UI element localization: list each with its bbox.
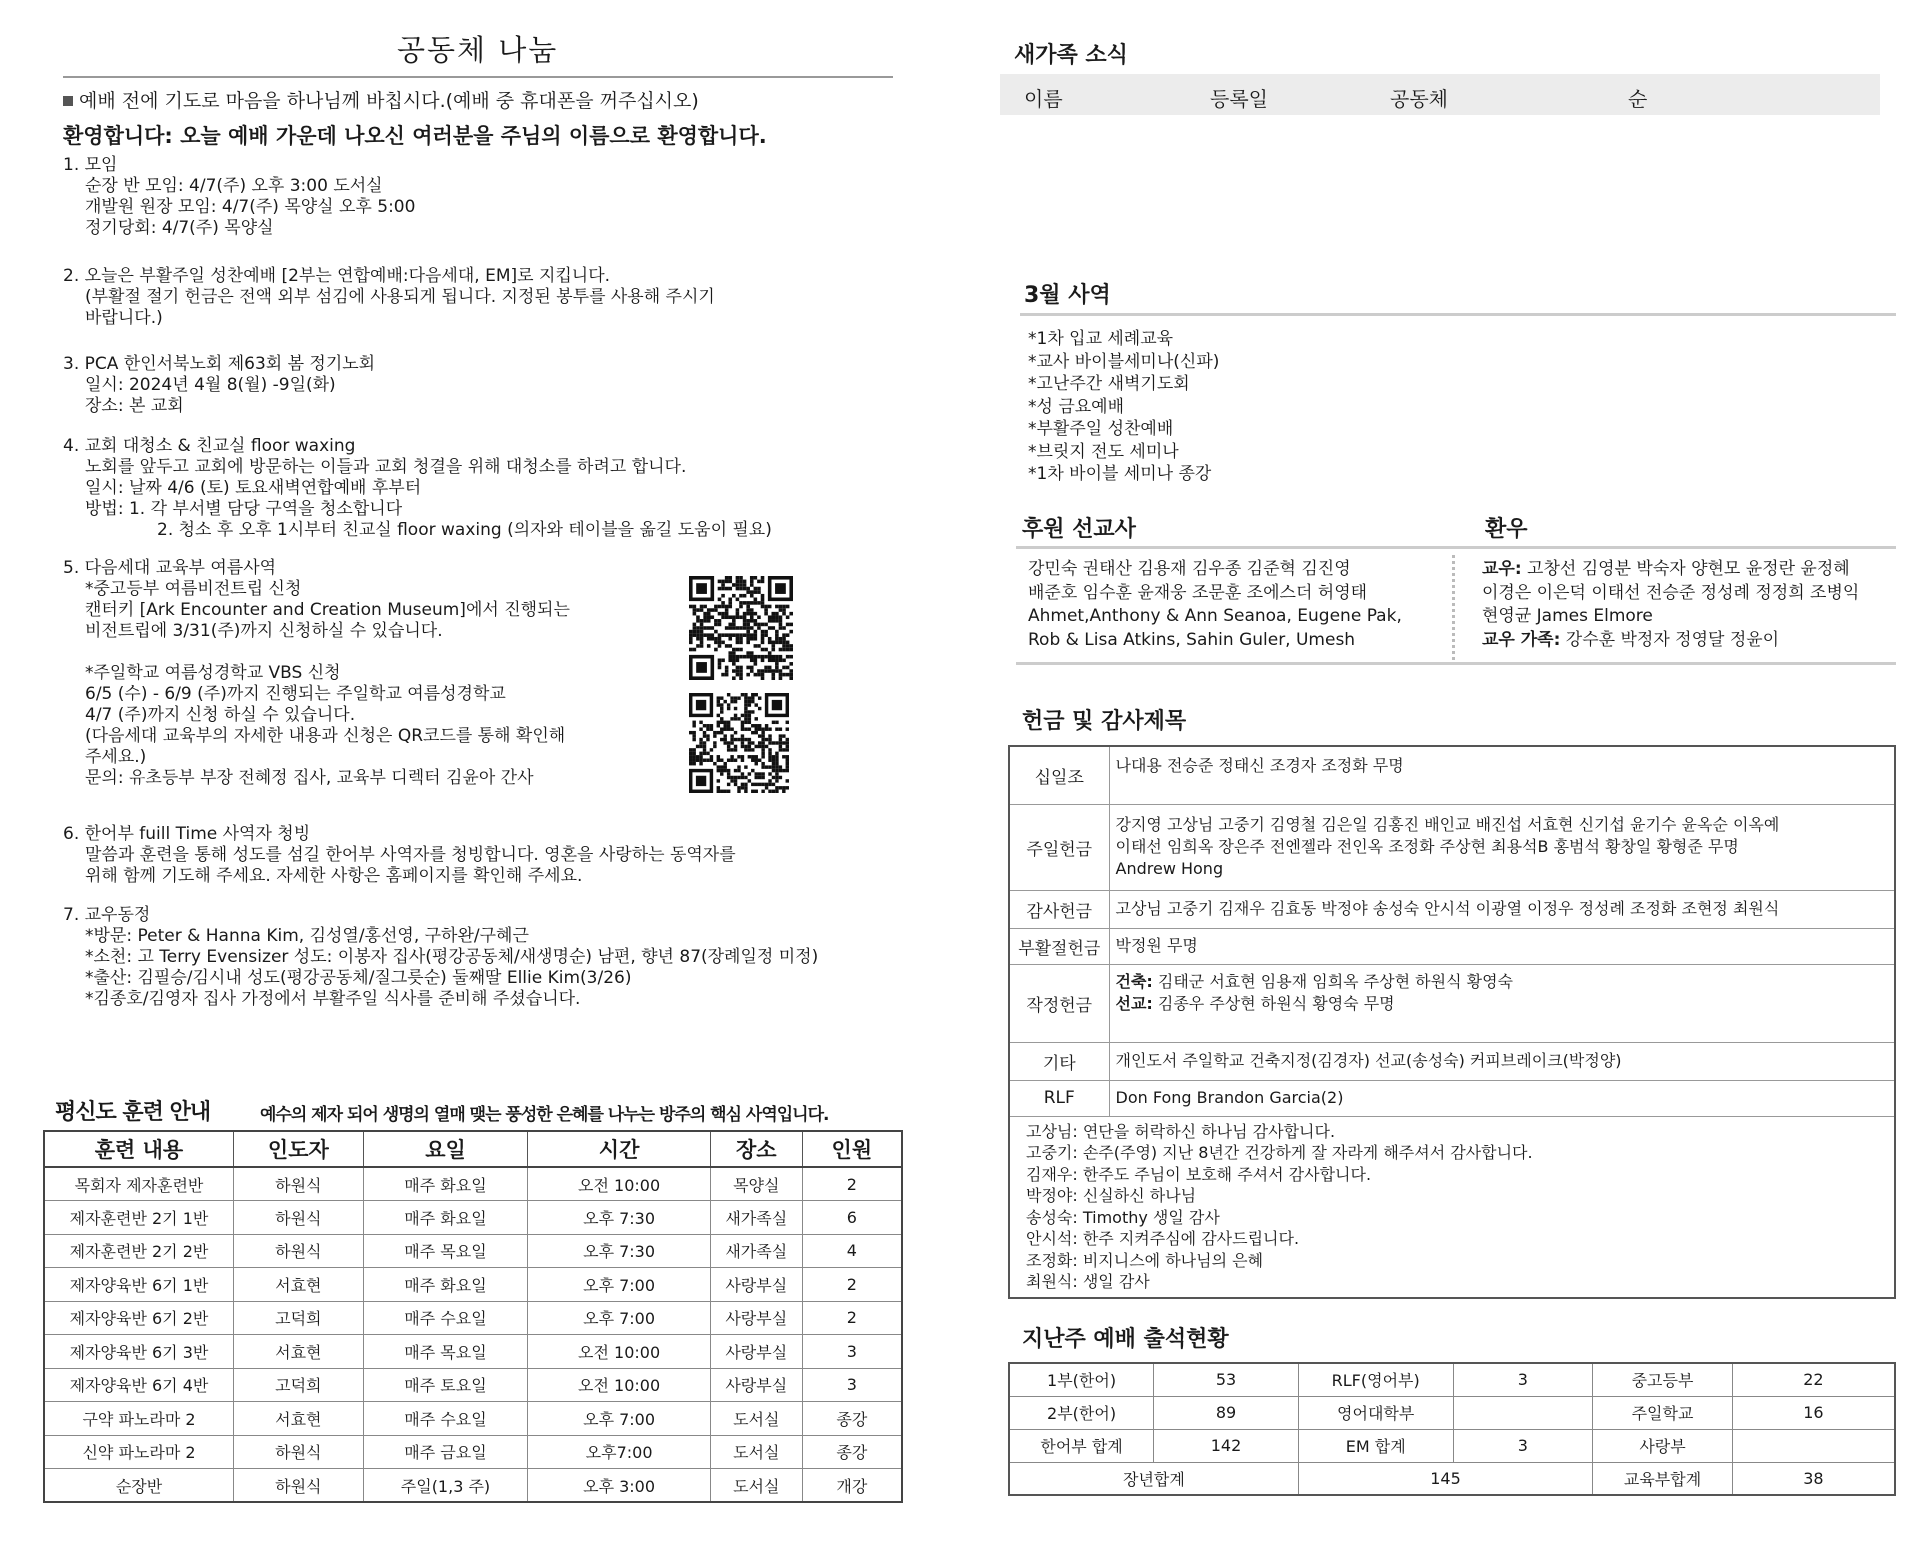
square-bullet-icon	[63, 96, 73, 106]
column-header: 인도자	[234, 1131, 364, 1167]
divider	[1016, 662, 1896, 665]
table-cell: 사랑부실	[710, 1301, 802, 1335]
page-title: 공동체 나눔	[397, 33, 559, 67]
qr-code-icon[interactable]	[689, 576, 793, 680]
missionaries-title: 후원 선교사	[1022, 517, 1136, 542]
table-cell: 하원식	[234, 1234, 364, 1268]
table-cell: 제자양육반 6기 3반	[44, 1335, 234, 1369]
table-cell: 사랑부실	[710, 1268, 802, 1302]
table-cell: 사랑부실	[710, 1368, 802, 1402]
table-cell: 도서실	[710, 1402, 802, 1436]
table-row: 기타 개인도서 주일학교 건축지정(김경자) 선교(송성숙) 커피브레이크(박정양)	[1009, 1042, 1895, 1080]
qr-code-icon[interactable]	[689, 693, 789, 793]
list-item: *1차 입교 세례교육	[1028, 329, 1174, 349]
announcement-5: 5. 다음세대 교육부 여름사역 *중고등부 여름비전트립 신청 캔터키 [Ark Encounter and Creation Museum]에서 진행되는 비전트립에 3/31(주)까지 신청하실 수 있습니다. *주일학교 여름성경학교 VBS 신청 6/5 (수) - 6/9 (주)까지 진행되는 주일학교 여름성경학교 4/7 (주)까지 신청 하실 수 있습니다. (다음세대 교육부의 자세한 내용과 신청은 QR코드를 통해 확인해 주세요.) 문의: 유초등부 부장 전혜정 집사, 교육부 디렉터 김윤아 간사	[63, 558, 570, 788]
table-cell: 매주 수요일	[363, 1301, 528, 1335]
divider	[1016, 546, 1896, 549]
table-row	[44, 1301, 902, 1335]
table-row	[44, 1234, 902, 1268]
table-row	[1009, 1116, 1895, 1298]
table-row	[44, 1368, 902, 1402]
prayer-notice: 예배 전에 기도로 마음을 하나님께 바칩시다.(예배 중 휴대폰을 꺼주십시오)	[63, 86, 699, 113]
table-row: RLF Don Fong Brandon Garcia(2)	[1009, 1080, 1895, 1116]
list-item: *성 금요예배	[1028, 396, 1125, 417]
table-cell: 매주 목요일	[363, 1335, 528, 1369]
column-header: 훈련 내용	[44, 1131, 234, 1167]
table-cell: 제자양육반 6기 2반	[44, 1301, 234, 1335]
table-cell: 매주 수요일	[363, 1402, 528, 1436]
table-row: 주일헌금 강지영 고상님 고중기 김영철 김은일 김홍진 배인교 배진섭 서효현 신기섭 윤기수 윤옥순 이옥예 이태선 임희옥 장은주 전엔젤라 전인옥 조정화 주상현 최용석B 홍범석 황창일 황형준 무명 Andrew Hong	[1009, 804, 1895, 890]
list-item: *부활주일 성찬예배	[1028, 419, 1174, 439]
table-cell: 하원식	[234, 1435, 364, 1469]
sick-members-title: 환우	[1485, 517, 1528, 542]
table-cell: 오전 10:00	[528, 1167, 711, 1201]
table-cell: 하원식	[234, 1201, 364, 1235]
table-cell: 오후 7:00	[528, 1301, 711, 1335]
table-cell: 새가족실	[710, 1201, 802, 1235]
table-cell: 서효현	[234, 1402, 364, 1436]
training-title: 평신도 훈련 안내	[55, 1100, 211, 1125]
sick-members-list: 교우: 고창선 김영분 박숙자 양현모 윤정란 윤정혜 이경은 이은덕 이태선 전승준 정성례 정정희 조병익 현영균 James Elmore 교우 가족: 강수훈 박정자 정영달 정윤이	[1482, 559, 1860, 650]
table-cell: 종강	[802, 1402, 902, 1436]
table-cell: 하원식	[234, 1469, 364, 1503]
table-cell: 도서실	[710, 1469, 802, 1503]
table-cell: 신약 파노라마 2	[44, 1435, 234, 1469]
column-header: 등록일	[1210, 87, 1268, 111]
table-cell: 매주 화요일	[363, 1167, 528, 1201]
list-item: *브릿지 전도 세미나	[1028, 441, 1179, 462]
table-cell: 2	[802, 1167, 902, 1201]
table-cell: 순장반	[44, 1469, 234, 1503]
table-cell: 도서실	[710, 1435, 802, 1469]
table-cell: 서효현	[234, 1268, 364, 1302]
table-cell: 고덕희	[234, 1368, 364, 1402]
table-cell: 사랑부실	[710, 1335, 802, 1369]
table-cell: 3	[802, 1335, 902, 1369]
thanks-notes: 고상님: 연단을 허락하신 하나님 감사합니다. 고중기: 손주(주영) 지난 8년간 건강하게 잘 자라게 해주셔서 감사합니다. 김재우: 한주도 주님이 보호해 주셔서 감사합니다. 박정야: 신실하신 하나님 송성숙: Timothy 생일 감사 안시석: 한주 지켜주심에 감사드립니다. 조정화: 비지니스에 하나님의 은혜 최원식: 생일 감사	[1009, 1116, 1895, 1298]
announcement-1: 1. 모임 순장 반 모임: 4/7(주) 오후 3:00 도서실 개발원 원장 모임: 4/7(주) 목양실 오후 5:00 정기당회: 4/7(주) 목양실	[63, 155, 416, 238]
table-row	[44, 1435, 902, 1469]
offering-table	[1008, 745, 1896, 1299]
offering-title: 헌금 및 감사제목	[1022, 709, 1187, 734]
table-row	[44, 1268, 902, 1302]
column-header: 이름	[1024, 87, 1063, 111]
table-cell: 매주 화요일	[363, 1201, 528, 1235]
announcement-6: 6. 한어부 fuill Time 사역자 청빙 말씀과 훈련을 통해 성도를 섬길 한어부 사역자를 청빙합니다. 영혼을 사랑하는 동역자를 위해 함께 기도해 주세요. 자세한 사항은 홈페이지를 확인해 주세요.	[63, 824, 736, 886]
title-divider	[63, 76, 893, 78]
table-row	[44, 1167, 902, 1201]
new-family-header	[1000, 74, 1880, 115]
table-cell: 새가족실	[710, 1234, 802, 1268]
table-cell: 종강	[802, 1435, 902, 1469]
table-cell: 목양실	[710, 1167, 802, 1201]
table-cell: 오후 3:00	[528, 1469, 711, 1503]
table-cell: 오후 7:00	[528, 1268, 711, 1302]
table-cell: 오전 10:00	[528, 1335, 711, 1369]
table-row	[44, 1469, 902, 1503]
dotted-divider	[1452, 555, 1455, 660]
table-row: 한어부 합계 142 EM 합계 3 사랑부	[1009, 1429, 1895, 1462]
table-header-row	[44, 1131, 902, 1167]
table-row: 감사헌금 고상님 고중기 김재우 김효동 박정야 송성숙 안시석 이광열 이정우 정성례 조정화 조현정 최원식	[1009, 890, 1895, 928]
table-row: 1부(한어) 53 RLF(영어부) 3 중고등부 22	[1009, 1363, 1895, 1396]
announcement-3: 3. PCA 한인서북노회 제63회 봄 정기노회 일시: 2024년 4월 8(월) -9일(화) 장소: 본 교회	[63, 354, 376, 416]
table-row: 장년합계 145 교육부합계 38	[1009, 1462, 1895, 1495]
table-cell: 4	[802, 1234, 902, 1268]
table-cell: 오후 7:00	[528, 1402, 711, 1436]
table-cell: 서효현	[234, 1335, 364, 1369]
table-cell: 목회자 제자훈련반	[44, 1167, 234, 1201]
announcement-7: 7. 교우동정 *방문: Peter & Hanna Kim, 김성열/홍선영, 구하완/구혜근 *소천: 고 Terry Evensizer 성도: 이봉자 집사(평강공동체/새생명순) 남편, 향년 87(장례일정 미정) *출산: 김필승/김시내 성도(평강공동체/질그릇순) 둘째딸 Ellie Kim(3/26) *김종호/김영자 집사 가정에서 부활주일 식사를 준비해 주셨습니다.	[63, 905, 819, 1009]
table-cell: 개강	[802, 1469, 902, 1503]
table-cell: 고덕희	[234, 1301, 364, 1335]
table-cell: 2	[802, 1301, 902, 1335]
table-row: 작정헌금 건축: 김태군 서효현 임용재 임희옥 주상현 하원식 황영숙 선교: 김종우 주상현 하원식 황영숙 무명	[1009, 964, 1895, 1042]
training-table	[43, 1130, 903, 1503]
table-cell: 매주 화요일	[363, 1268, 528, 1302]
table-row	[44, 1335, 902, 1369]
column-header: 요일	[363, 1131, 528, 1167]
column-header: 공동체	[1390, 87, 1448, 111]
divider	[1020, 313, 1896, 316]
table-row	[44, 1402, 902, 1436]
table-cell: 제자훈련반 2기 2반	[44, 1234, 234, 1268]
table-cell: 매주 토요일	[363, 1368, 528, 1402]
table-cell: 제자훈련반 2기 1반	[44, 1201, 234, 1235]
table-cell: 매주 금요일	[363, 1435, 528, 1469]
attendance-table	[1008, 1362, 1896, 1496]
column-header: 장소	[710, 1131, 802, 1167]
table-cell: 매주 목요일	[363, 1234, 528, 1268]
table-cell: 제자양육반 6기 1반	[44, 1268, 234, 1302]
table-row: 십일조 나대용 전승준 정태신 조경자 조정화 무명	[1009, 746, 1895, 804]
table-cell: 오전 10:00	[528, 1368, 711, 1402]
new-family-title: 새가족 소식	[1014, 43, 1128, 68]
table-cell: 오후 7:30	[528, 1201, 711, 1235]
welcome-text: 환영합니다: 오늘 예배 가운데 나오신 여러분을 주님의 이름으로 환영합니다.	[63, 124, 767, 148]
table-cell: 6	[802, 1201, 902, 1235]
table-row: 부활절헌금 박정원 무명	[1009, 928, 1895, 964]
column-header: 시간	[528, 1131, 711, 1167]
table-cell: 2	[802, 1268, 902, 1302]
table-row	[44, 1201, 902, 1235]
list-item: *고난주간 새벽기도회	[1028, 374, 1190, 394]
column-header: 인원	[802, 1131, 902, 1167]
column-header: 순	[1628, 87, 1648, 111]
missionaries-list: 강민숙 권태산 김용재 김우종 김준혁 김진영 배준호 임수훈 윤재웅 조문훈 조에스더 허영태 Ahmet,Anthony & Ann Seanoa, Eugene Pak, Rob & Lisa Atkins, Sahin Guler, Umesh	[1028, 559, 1402, 650]
table-cell: 3	[802, 1368, 902, 1402]
table-cell: 제자양육반 6기 4반	[44, 1368, 234, 1402]
announcement-2: 2. 오늘은 부활주일 성찬예배 [2부는 연합예배:다음세대, EM]로 지킵니다. (부활절 절기 헌금은 전액 외부 섬김에 사용되게 됩니다. 지정된 봉투를 사용해 주시기 바랍니다.)	[63, 266, 715, 328]
table-cell: 오후7:00	[528, 1435, 711, 1469]
table-cell: 구약 파노라마 2	[44, 1402, 234, 1436]
attendance-title: 지난주 예배 출석현황	[1022, 1327, 1229, 1352]
training-subtitle: 예수의 제자 되어 생명의 열매 맺는 풍성한 은혜를 나누는 방주의 핵심 사역입니다.	[260, 1105, 829, 1125]
table-cell: 하원식	[234, 1167, 364, 1201]
table-cell: 주일(1,3 주)	[363, 1469, 528, 1503]
list-item: *1차 바이블 세미나 종강	[1028, 464, 1212, 484]
march-ministry-list	[1028, 328, 1219, 486]
announcement-4: 4. 교회 대청소 & 친교실 floor waxing 노회를 앞두고 교회에 방문하는 이들과 교회 청결을 위해 대청소를 하려고 합니다. 일시: 날짜 4/6 (토) 토요새벽연합예배 후부터 방법: 1. 각 부서별 담당 구역을 청소합니다 2. 청소 후 오후 1시부터 친교실 floor waxing (의자와 테이블을 옮길 도움이 필요)	[63, 436, 772, 540]
table-row: 2부(한어) 89 영어대학부 주일학교 16	[1009, 1396, 1895, 1429]
list-item: *교사 바이블세미나(신파)	[1028, 351, 1220, 372]
table-cell: 오후 7:30	[528, 1234, 711, 1268]
march-ministry-title: 3월 사역	[1024, 283, 1111, 308]
